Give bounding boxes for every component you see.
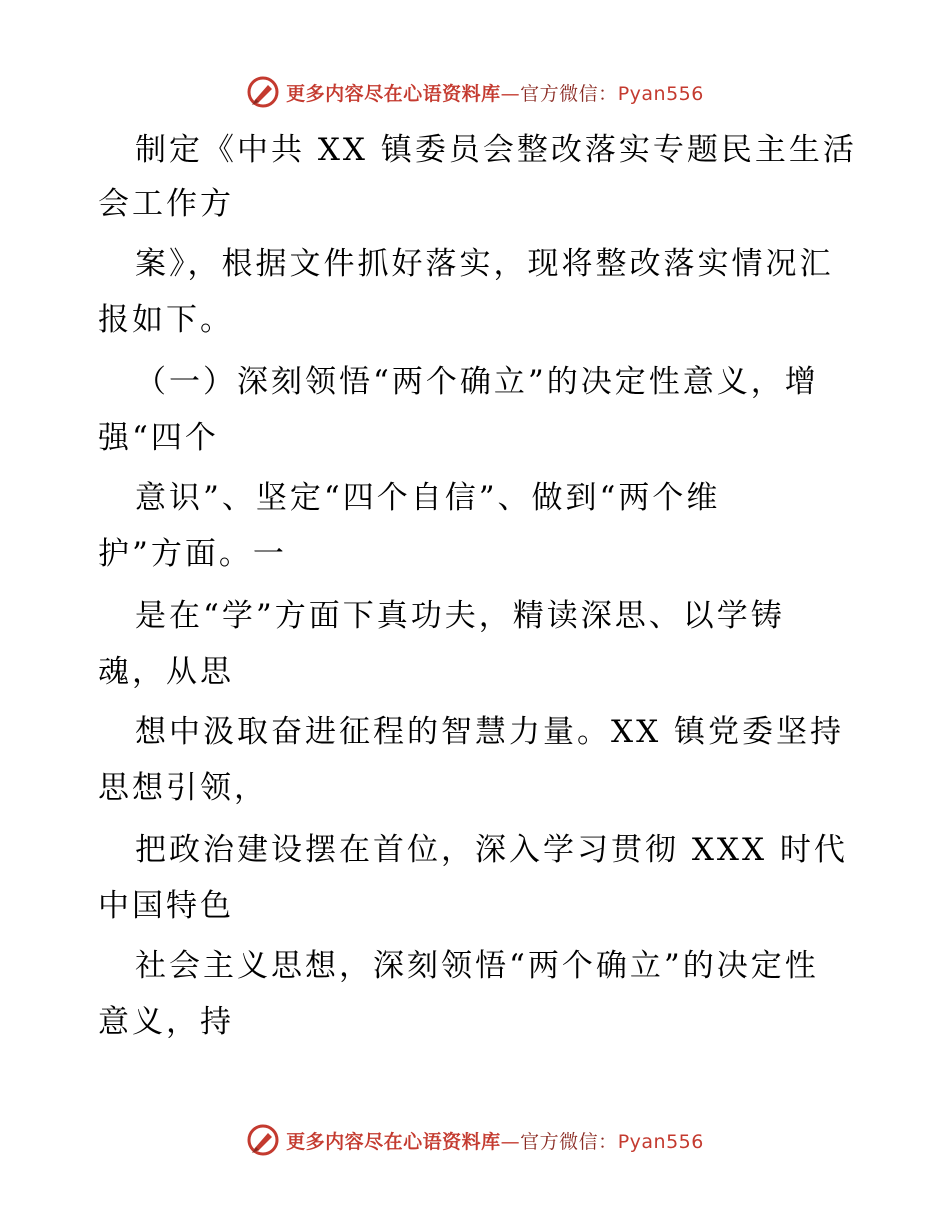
- header-wechat-label: 官方微信：: [520, 82, 618, 105]
- text-line: 护”方面。一: [98, 536, 287, 572]
- text-line: 意识”、坚定“四个自信”、做到“两个维: [135, 480, 721, 516]
- footer-banner-text: [286, 1127, 704, 1154]
- pen-logo-icon: [246, 75, 280, 109]
- footer-wechat-id: Pyan556: [617, 1130, 704, 1153]
- header-banner: [0, 72, 950, 112]
- text-line: 会工作方: [98, 186, 234, 222]
- footer-brand: 更多内容尽在心语资料库: [286, 1130, 501, 1153]
- footer-banner: [0, 1120, 950, 1160]
- text-line: 意义，持: [98, 1004, 234, 1040]
- text-line: 是在“学”方面下真功夫，精读深思、以学铸: [135, 598, 785, 634]
- header-brand: 更多内容尽在心语资料库: [286, 82, 501, 105]
- text-line: 魂，从思: [98, 654, 234, 690]
- text-line: 中国特色: [98, 888, 234, 924]
- text-line: 案》，根据文件抓好落实，现将整改落实情况汇: [135, 246, 834, 282]
- text-line: 报如下。: [98, 302, 234, 338]
- text-line: 制定《中共 XX 镇委员会整改落实专题民主生活: [135, 132, 857, 168]
- text-line: 想中汲取奋进征程的智慧力量。XX 镇党委坚持: [135, 714, 844, 750]
- header-banner-text: [286, 79, 704, 106]
- footer-separator: —: [500, 1130, 521, 1153]
- header-wechat-id: Pyan556: [617, 82, 704, 105]
- text-line: 强“四个: [98, 420, 219, 456]
- footer-wechat-label: 官方微信：: [520, 1130, 618, 1153]
- text-line: （一）深刻领悟“两个确立”的决定性意义，增: [135, 364, 819, 400]
- header-separator: —: [500, 82, 521, 105]
- text-line: 思想引领，: [98, 770, 268, 806]
- text-line: 把政治建设摆在首位，深入学习贯彻 XXX 时代: [135, 832, 848, 868]
- pen-logo-icon: [246, 1123, 280, 1157]
- text-line: 社会主义思想，深刻领悟“两个确立”的决定性: [135, 948, 819, 984]
